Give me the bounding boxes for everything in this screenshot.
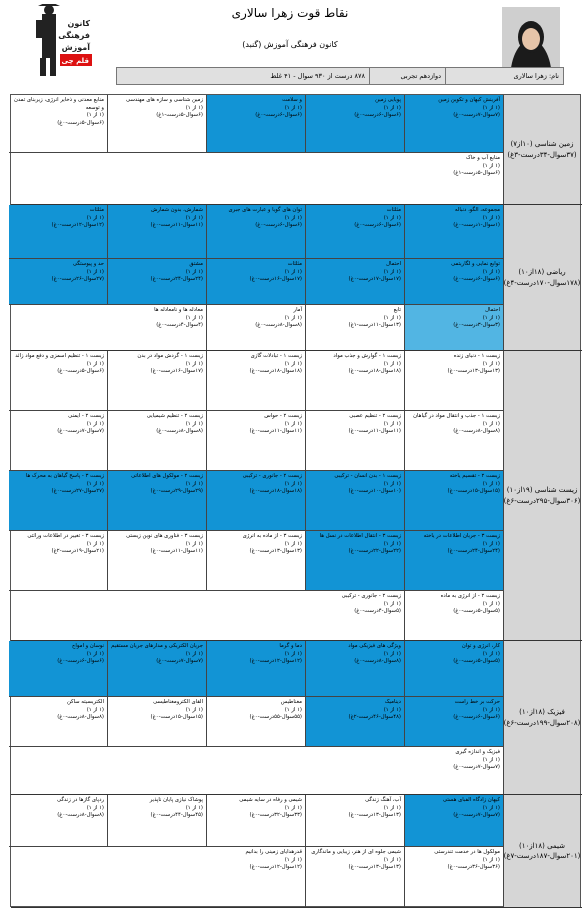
- topic-cell: [9, 795, 108, 847]
- subject-name: زمین شناسی (۱۰از۷) (۳۷سوال-۳۴درست-۳غ): [507, 140, 577, 159]
- topic-questions: (۸سوال-۸درست-۰غ): [57, 714, 104, 721]
- svg-text:کانون: کانون: [67, 19, 90, 28]
- topic-questions: (۱۳سوال-۱۳درست-۰غ): [249, 548, 302, 555]
- topic-score: (۱ از ۱): [185, 420, 203, 427]
- topic-score: (۱ از ۱): [86, 214, 104, 221]
- topic-name: مثلثات: [89, 207, 104, 213]
- topic-cell: [405, 95, 504, 153]
- topic-name: ردپای گازها در زندگی: [57, 797, 104, 803]
- topic-name: زیست ۲ - جانوری - ترکیبی: [242, 473, 302, 479]
- topic-cell: [108, 259, 207, 305]
- topic-name: معادله ها و نامعادله ها: [154, 307, 203, 313]
- topic-name: زیست ۳ - پاسخ گیاهان به محرک ها: [25, 473, 104, 479]
- page-title: نقاط قوت زهرا سالاری: [231, 6, 349, 20]
- strengths-table: [10, 94, 581, 907]
- topic-cell: [405, 847, 504, 908]
- topic-cell: [108, 795, 207, 847]
- topic-name: زیست ۲ - تقسیم یاخته: [449, 473, 500, 479]
- topic-questions: (۶سوال-۶درست-۰غ): [453, 714, 500, 721]
- topic-score: (۱ از ۱): [86, 540, 104, 547]
- topic-score: (۱ از ۱): [185, 360, 203, 367]
- topic-score: (۱ از ۱): [284, 360, 302, 367]
- topic-questions: (۶سوال-۵درست-۰غ): [57, 368, 104, 375]
- topic-name: زیست ۱ - تنظیم اسمزی و دفع مواد زائد: [15, 353, 104, 359]
- topic-score: (۱ از ۱): [482, 314, 500, 321]
- topic-name: مغناطیس: [280, 699, 302, 705]
- topic-cell: [306, 305, 405, 351]
- topic-score: (۱ از ۱): [284, 804, 302, 811]
- topic-score: (۱ از ۱): [86, 706, 104, 713]
- topic-name: زیست ۲ - جانوری - ترکیبی: [341, 593, 401, 599]
- topic-questions: (۱۱سوال-۱۱درست-۰غ): [249, 428, 302, 435]
- topic-cell: [108, 697, 207, 747]
- topic-questions: (۵سوال-۴درست-۰غ): [354, 608, 401, 615]
- topic-cell: [405, 471, 504, 531]
- topic-score: (۱ از ۱): [185, 214, 203, 221]
- topic-score: (۱ از ۱): [383, 268, 401, 275]
- topic-cell: [108, 305, 207, 351]
- topic-cell: [108, 411, 207, 471]
- grade-label: دوازدهم تجربی: [369, 68, 445, 84]
- topic-score: (۱ از ۱): [185, 314, 203, 321]
- topic-name: زیست ۲ - ایمنی: [68, 413, 104, 419]
- topic-questions: (۶سوال-۵درست-۱غ): [156, 112, 203, 119]
- topic-cell: [207, 95, 306, 153]
- topic-cell: [9, 697, 108, 747]
- topic-cell: [207, 259, 306, 305]
- topic-questions: (۲۱سوال-۱۹درست-۲غ): [51, 548, 104, 555]
- topic-questions: (۵۵سوال-۵۵درست-۰غ): [249, 714, 302, 721]
- topic-name: پوشاک نیازی پایان ناپذیر: [149, 797, 203, 803]
- topic-name: زیست ۲ - از انرژی به ماده: [440, 593, 500, 599]
- topic-name: زیست ۱ - گردش مواد در بدن: [137, 353, 203, 359]
- topic-questions: (۴سوال-۴درست-۰غ): [156, 322, 203, 329]
- topic-cell: [405, 591, 504, 641]
- topic-name: زیست ۳ - از ماده به انرژی: [242, 533, 302, 539]
- section-divider: [11, 794, 582, 795]
- topic-questions: (۱۸سوال-۱۸درست-۰غ): [249, 368, 302, 375]
- subject-name: ریاضی (۱۸از۱۰) (۱۷۸سوال-۱۷۰درست-۴غ): [503, 268, 581, 287]
- topic-questions: (۶سوال-۶درست-۰غ): [255, 112, 302, 119]
- topic-name: زیست ۱ - دنیای زنده: [453, 353, 500, 359]
- topic-name: آفرینش کیهان و تکوین زمین: [438, 97, 500, 103]
- section-divider: [11, 907, 582, 908]
- subject-label: [504, 95, 580, 205]
- topic-questions: (۱۳سوال-۱۳درست-۰غ): [348, 864, 401, 871]
- subject-label: [504, 641, 580, 795]
- topic-score: (۱ از ۱): [482, 480, 500, 487]
- topic-cell: [306, 847, 405, 908]
- topic-score: (۱ از ۱): [383, 804, 401, 811]
- topic-cell: [405, 305, 504, 351]
- topic-score: (۱ از ۱): [383, 420, 401, 427]
- topic-cell: [9, 95, 108, 153]
- topic-score: (۱ از ۱): [482, 214, 500, 221]
- topic-cell: [207, 641, 306, 697]
- topic-score: (۱ از ۱): [383, 600, 401, 607]
- topic-name: فیزیک و اندازه گیری: [455, 749, 500, 755]
- topic-cell: [306, 795, 405, 847]
- topic-questions: (۷سوال-۷درست-۰غ): [453, 764, 500, 771]
- section-divider: [11, 204, 582, 205]
- topic-cell: [405, 351, 504, 411]
- info-bar: [116, 67, 564, 85]
- topic-name: زیست ۱ - تبادلات گازی: [250, 353, 302, 359]
- topic-cell: [108, 351, 207, 411]
- topic-cell: [405, 205, 504, 259]
- topic-name: دینامیک: [384, 699, 401, 705]
- topic-score: (۱ از ۱): [482, 540, 500, 547]
- topic-cell: [108, 205, 207, 259]
- topic-name: و سلامت: [282, 97, 302, 103]
- topic-name: حرکت بر خط راست: [454, 699, 500, 705]
- topic-name: شیمی جلوه ای از هنر، زیبایی و ماندگاری: [311, 849, 401, 855]
- topic-questions: (۳سوال-۳درست-۰غ): [453, 322, 500, 329]
- topic-questions: (۴۸سوال-۴۶درست-۲غ): [348, 714, 401, 721]
- topic-name: زیست ۳ - جریان اطلاعات در یاخته: [423, 533, 500, 539]
- topic-score: (۱ از ۱): [284, 268, 302, 275]
- topic-score: (۱ از ۱): [482, 600, 500, 607]
- topic-questions: (۲۴سوال-۲۴درست-۰غ): [447, 548, 500, 555]
- topic-name: مشتق: [189, 261, 203, 267]
- topic-questions: (۱۱سوال-۱۱درست-۰غ): [150, 548, 203, 555]
- topic-score: (۱ از ۱): [185, 650, 203, 657]
- topic-name: زیست ۳ - انتقال اطلاعات در نسل ها: [319, 533, 401, 539]
- topic-score: (۱ از ۱): [482, 804, 500, 811]
- topic-questions: (۲۷سوال-۲۷درست-۰غ): [51, 488, 104, 495]
- topic-name: توابع نمایی و لگاریتمی: [451, 261, 500, 267]
- topic-questions: (۱۳سوال-۱۱درست-۱غ): [348, 322, 401, 329]
- topic-score: (۱ از ۱): [284, 480, 302, 487]
- topic-name: حد و پیوستگی: [72, 261, 104, 267]
- topic-name: آب، آهنگ زندگی: [365, 797, 401, 803]
- topic-questions: (۸سوال-۸درست-۰غ): [156, 428, 203, 435]
- topic-questions: (۵سوال-۵درست-۰غ): [453, 608, 500, 615]
- topic-score: (۱ از ۱): [185, 706, 203, 713]
- topic-score: (۱ از ۱): [185, 480, 203, 487]
- topic-cell: [108, 471, 207, 531]
- topic-questions: (۱۷سوال-۱۶درست-۰غ): [150, 368, 203, 375]
- topic-score: (۱ از ۱): [86, 804, 104, 811]
- topic-cell: [9, 641, 108, 697]
- topic-score: (۱ از ۱): [86, 480, 104, 487]
- topic-cell: [207, 531, 306, 591]
- topic-name: زیست ۲ - تنظیم عصبی: [349, 413, 401, 419]
- topic-name: منابع معدنی و ذخایر انرژی، زیربنای تمدن و توسعه: [14, 97, 104, 111]
- topic-questions: (۱۱سوال-۱۱درست-۰غ): [348, 428, 401, 435]
- topic-score: (۱ از ۱): [185, 268, 203, 275]
- stats-label: ۸۷۸ درست از ۹۳۰ سوال - ۴۱ غلط: [270, 72, 365, 80]
- topic-questions: (۷سوال-۷درست-۰غ): [57, 428, 104, 435]
- topic-cell: [9, 259, 108, 305]
- svg-text:آموزش: آموزش: [61, 43, 90, 52]
- topic-cell: [405, 747, 504, 795]
- topic-questions: (۷سوال-۷درست-۰غ): [453, 112, 500, 119]
- topic-score: (۱ از ۱): [86, 420, 104, 427]
- topic-cell: [207, 471, 306, 531]
- topic-questions: (۱۲سوال-۱۲درست-۰غ): [249, 864, 302, 871]
- topic-questions: (۶سوال-۶درست-۰غ): [354, 222, 401, 229]
- topic-score: (۱ از ۱): [482, 104, 500, 111]
- topic-name: دما و گرما: [279, 643, 302, 649]
- topic-cell: [306, 641, 405, 697]
- topic-score: (۱ از ۱): [383, 540, 401, 547]
- topic-questions: (۱۸سوال-۱۸درست-۰غ): [249, 488, 302, 495]
- topic-cell: [405, 795, 504, 847]
- topic-questions: (۱۰سوال-۱۰درست-۰غ): [348, 488, 401, 495]
- topic-name: قدرهدایای زمینی را بدانیم: [245, 849, 302, 855]
- topic-name: زیست ۱ - بدن انسان - ترکیبی: [334, 473, 401, 479]
- topic-questions: (۱۵سوال-۱۵درست-۰غ): [447, 488, 500, 495]
- svg-text:قلم چی: قلم چی: [61, 57, 89, 65]
- topic-cell: [207, 795, 306, 847]
- topic-score: (۱ از ۱): [284, 856, 302, 863]
- topic-questions: (۲۴سوال-۲۴درست-۰غ): [150, 276, 203, 283]
- topic-questions: (۲۲سوال-۲۲درست-۰غ): [348, 548, 401, 555]
- topic-questions: (۱۷سوال-۱۶درست-۰غ): [249, 276, 302, 283]
- topic-questions: (۵سوال-۵درست-۰غ): [453, 658, 500, 665]
- topic-score: (۱ از ۱): [383, 314, 401, 321]
- topic-name: القای الکترومغناطیسی: [153, 699, 203, 705]
- topic-name: زیست ۱ - جذب و انتقال مواد در گیاهان: [413, 413, 500, 419]
- topic-score: (۱ از ۱): [284, 540, 302, 547]
- topic-cell: [207, 351, 306, 411]
- subject-name: زیست شناسی (۱۹از۱۰) (۳۰۶سوال-۲۹۵درست-۶غ): [503, 486, 581, 505]
- topic-name: تابع: [393, 307, 401, 313]
- topic-score: (۱ از ۱): [185, 540, 203, 547]
- topic-score: (۱ از ۱): [86, 112, 104, 119]
- topic-questions: (۱۳سوال-۱۳درست-۰غ): [348, 812, 401, 819]
- topic-name: شمارش، بدون شمارش: [150, 207, 203, 213]
- topic-score: (۱ از ۱): [86, 360, 104, 367]
- topic-cell: [207, 305, 306, 351]
- topic-cell: [9, 351, 108, 411]
- topic-name: مجموعه، الگو، دنباله: [454, 207, 500, 213]
- topic-questions: (۱۵سوال-۱۵درست-۰غ): [150, 714, 203, 721]
- topic-cell: [207, 411, 306, 471]
- topic-cell: [207, 697, 306, 747]
- topic-score: (۱ از ۱): [284, 214, 302, 221]
- topic-questions: (۱۷سوال-۱۷درست-۰غ): [348, 276, 401, 283]
- topic-score: (۱ از ۱): [383, 650, 401, 657]
- topic-cell: [405, 153, 504, 205]
- topic-questions: (۸سوال-۸درست-۰غ): [255, 322, 302, 329]
- topic-score: (۱ از ۱): [284, 104, 302, 111]
- topic-score: (۱ از ۱): [383, 480, 401, 487]
- kanoon-logo: [34, 4, 94, 84]
- topic-cell: [108, 531, 207, 591]
- topic-cell: [405, 697, 504, 747]
- topic-cell: [405, 641, 504, 697]
- topic-score: (۱ از ۱): [185, 104, 203, 111]
- topic-questions: (۶سوال-۵درست-۰غ): [57, 120, 104, 127]
- topic-score: (۱ از ۱): [482, 706, 500, 713]
- topic-name: آمار: [293, 307, 302, 313]
- topic-name: توان های گویا و عبارت های جبری: [228, 207, 302, 213]
- topic-questions: (۶سوال-۶درست-۰غ): [255, 222, 302, 229]
- topic-questions: (۷سوال-۷درست-۰غ): [453, 812, 500, 819]
- topic-score: (۱ از ۱): [284, 706, 302, 713]
- subject-label: [504, 795, 580, 908]
- section-divider: [11, 640, 582, 641]
- topic-score: (۱ از ۱): [482, 360, 500, 367]
- topic-cell: [306, 531, 405, 591]
- topic-cell: [306, 95, 405, 153]
- topic-cell: [306, 205, 405, 259]
- subject-name: فیزیک (۱۸از۱۰) (۲۰۸سوال-۱۹۹درست-۶غ): [503, 708, 581, 727]
- topic-name: پویایی زمین: [375, 97, 401, 103]
- topic-name: زیست ۱ - گوارش و جذب مواد: [333, 353, 401, 359]
- topic-score: (۱ از ۱): [383, 104, 401, 111]
- topic-cell: [9, 205, 108, 259]
- section-divider: [11, 350, 582, 351]
- subject-label: [504, 205, 580, 351]
- topic-name: احتمال: [485, 307, 500, 313]
- topic-name: مولکول ها در خدمت تندرستی: [434, 849, 500, 855]
- topic-questions: (۳۳سوال-۳۲درست-۰غ): [249, 812, 302, 819]
- topic-score: (۱ از ۱): [482, 756, 500, 763]
- topic-name: زیست ۳ - فناوری های نوین زیستی: [126, 533, 203, 539]
- student-name: نام: زهرا سالاری: [445, 68, 563, 84]
- topic-name: کیهان زادگاه الفبای هستی: [442, 797, 500, 803]
- subject-name: شیمی (۱۸از۱۰) (۲۰۱سوال-۱۸۷درست-۷غ): [503, 841, 581, 860]
- topic-cell: [405, 411, 504, 471]
- topic-cell: [108, 641, 207, 697]
- topic-questions: (۴۵سوال-۴۴درست-۰غ): [150, 812, 203, 819]
- topic-cell: [306, 697, 405, 747]
- topic-score: (۱ از ۱): [482, 650, 500, 657]
- topic-score: (۱ از ۱): [86, 650, 104, 657]
- subject-label: [504, 351, 580, 641]
- topic-score: (۱ از ۱): [383, 856, 401, 863]
- topic-name: احتمال: [386, 261, 401, 267]
- topic-score: (۱ از ۱): [284, 650, 302, 657]
- topic-score: (۱ از ۱): [86, 268, 104, 275]
- topic-cell: [306, 471, 405, 531]
- topic-questions: (۶سوال-۶درست-۰غ): [354, 112, 401, 119]
- topic-questions: (۱سوال-۱درست-۰غ): [453, 222, 500, 229]
- topic-questions: (۱۱سوال-۱۱درست-۰غ): [150, 222, 203, 229]
- svg-text:فرهنگی: فرهنگی: [58, 31, 90, 40]
- topic-score: (۱ از ۱): [383, 214, 401, 221]
- topic-name: جریان الکتریکی و مدارهای جریان مستقیم: [111, 643, 203, 649]
- topic-score: (۱ از ۱): [185, 804, 203, 811]
- topic-questions: (۸سوال-۸درست-۰غ): [453, 428, 500, 435]
- topic-questions: (۶سوال-۵درست-۱غ): [453, 170, 500, 177]
- topic-questions: (۳۶سوال-۳۶درست-۰غ): [447, 864, 500, 871]
- topic-cell: [108, 95, 207, 153]
- topic-name: مثلثات: [287, 261, 302, 267]
- topic-score: (۱ از ۱): [284, 420, 302, 427]
- topic-score: (۱ از ۱): [383, 360, 401, 367]
- topic-name: زیست ۳ - تغییر در اطلاعات وراثتی: [27, 533, 104, 539]
- topic-name: نوسان و امواج: [71, 643, 104, 649]
- topic-questions: (۶سوال-۶درست-۰غ): [57, 658, 104, 665]
- topic-cell: [405, 259, 504, 305]
- topic-name: زمین شناسی و سازه های مهندسی: [126, 97, 203, 103]
- topic-questions: (۱۲سوال-۱۲درست-۰غ): [249, 658, 302, 665]
- topic-cell: [9, 471, 108, 531]
- topic-score: (۱ از ۱): [482, 268, 500, 275]
- topic-questions: (۲۹سوال-۲۹درست-۰غ): [150, 488, 203, 495]
- topic-name: مثلثات: [386, 207, 401, 213]
- topic-questions: (۱۳سوال-۱۳درست-۰غ): [447, 368, 500, 375]
- topic-score: (۱ از ۱): [482, 162, 500, 169]
- topic-questions: (۱۲سوال-۱۲درست-۰غ): [51, 222, 104, 229]
- topic-score: (۱ از ۱): [482, 420, 500, 427]
- topic-name: زیست ۲ - تنظیم شیمیایی: [146, 413, 203, 419]
- topic-name: زیست ۲ - مولکول های اطلاعاتی: [131, 473, 203, 479]
- topic-questions: (۸سوال-۸درست-۰غ): [57, 812, 104, 819]
- topic-questions: (۷سوال-۷درست-۰غ): [156, 658, 203, 665]
- topic-cell: [9, 411, 108, 471]
- topic-cell: [306, 351, 405, 411]
- topic-cell: [207, 847, 306, 908]
- topic-name: شیمی و رفاه در سایه شیمی: [239, 797, 302, 803]
- topic-name: کار، انرژی و توان: [461, 643, 500, 649]
- topic-name: منابع آب و خاک: [465, 155, 500, 161]
- topic-cell: [207, 205, 306, 259]
- topic-cell: [306, 591, 405, 641]
- topic-cell: [9, 531, 108, 591]
- topic-cell: [306, 259, 405, 305]
- topic-questions: (۶سوال-۶درست-۰غ): [453, 276, 500, 283]
- topic-questions: (۲۷سوال-۲۶درست-۰غ): [51, 276, 104, 283]
- topic-questions: (۱۸سوال-۱۸درست-۰غ): [348, 368, 401, 375]
- topic-questions: (۸سوال-۸درست-۰غ): [354, 658, 401, 665]
- center-name: کانون فرهنگی آموزش (گنبد): [242, 40, 338, 49]
- topic-score: (۱ از ۱): [482, 856, 500, 863]
- topic-score: (۱ از ۱): [284, 314, 302, 321]
- topic-name: زیست ۲ - حواس: [264, 413, 302, 419]
- topic-name: الکتریسیته ساکن: [66, 699, 104, 705]
- topic-name: ویژگی های فیزیکی مواد: [348, 643, 401, 649]
- topic-cell: [405, 531, 504, 591]
- topic-cell: [306, 411, 405, 471]
- topic-score: (۱ از ۱): [383, 706, 401, 713]
